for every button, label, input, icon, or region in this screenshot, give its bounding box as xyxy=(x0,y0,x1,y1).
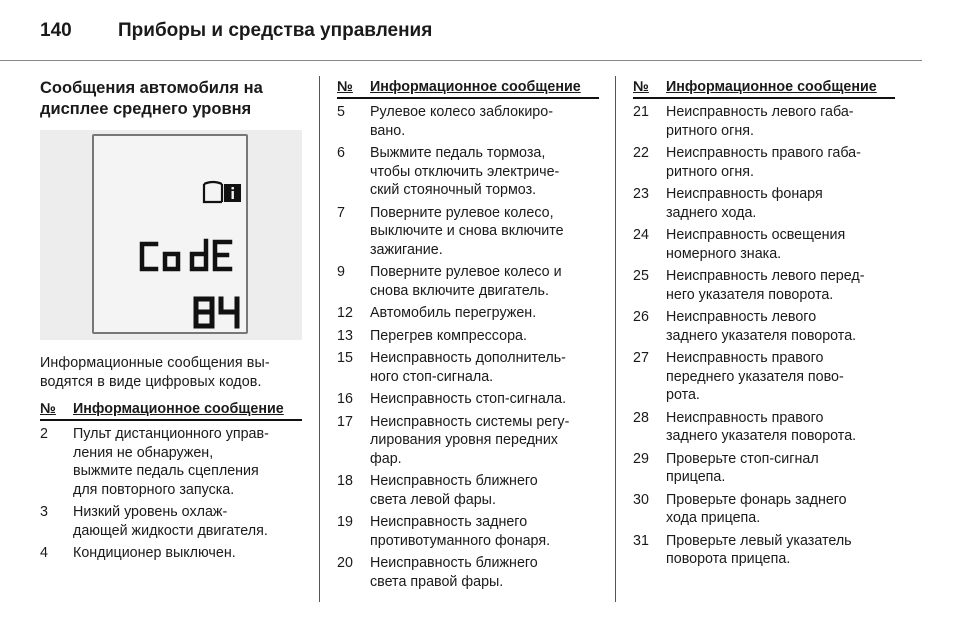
message-number: 13 xyxy=(337,327,353,344)
message-line: рота. xyxy=(666,387,700,403)
message-text xyxy=(666,491,895,528)
message-line: зажигание. xyxy=(370,241,443,258)
table-row xyxy=(633,226,895,263)
intro-text: Информационные сообщения вы- водятся в виде цифровых кодов. xyxy=(40,355,270,390)
table-row xyxy=(633,144,895,181)
message-text xyxy=(370,103,599,140)
message-text xyxy=(370,554,599,591)
message-number: 15 xyxy=(337,350,353,366)
message-number: 17 xyxy=(337,413,353,430)
message-line: лирования уровня передних xyxy=(370,432,558,448)
message-number: 22 xyxy=(633,145,649,161)
message-number: 5 xyxy=(337,104,345,120)
message-text xyxy=(666,267,895,304)
table-header xyxy=(633,78,895,99)
message-text xyxy=(666,349,895,405)
message-line: Пульт дистанционного управ- xyxy=(73,426,269,442)
message-line: заднего хода. xyxy=(666,204,757,221)
message-text xyxy=(370,472,599,509)
message-line: выжмите педаль сцепления xyxy=(73,463,259,479)
table-header-message: Информационное сообщение xyxy=(370,79,581,95)
table-header-message: Информационное сообщение xyxy=(73,401,284,417)
page-header xyxy=(40,20,920,44)
table-row xyxy=(337,349,599,386)
message-text xyxy=(370,390,599,409)
message-line: дающей жидкости двигателя. xyxy=(73,522,268,539)
table-row xyxy=(337,413,599,469)
manual-info-icon xyxy=(204,182,241,202)
message-number: 24 xyxy=(633,227,649,243)
message-text xyxy=(370,513,599,550)
message-line: выключите и снова включите xyxy=(370,223,564,239)
message-number: 28 xyxy=(633,409,649,426)
message-number: 29 xyxy=(633,450,649,467)
message-number: 20 xyxy=(337,555,353,571)
table-row xyxy=(633,532,895,569)
table-row xyxy=(633,491,895,528)
message-line: фар. xyxy=(370,450,402,467)
message-line: ного стоп-сигнала. xyxy=(370,368,494,385)
table-row xyxy=(633,308,895,345)
lcd-code-number xyxy=(196,299,237,326)
table-row xyxy=(337,513,599,550)
table-row xyxy=(633,409,895,446)
table-header-number: № xyxy=(40,401,56,417)
table-row xyxy=(633,450,895,487)
message-text xyxy=(370,349,599,386)
message-line: номерного знака. xyxy=(666,245,782,262)
message-line: Поверните рулевое колесо, xyxy=(370,204,554,221)
column-divider xyxy=(319,76,320,602)
message-line: Неисправность фонаря xyxy=(666,186,823,202)
message-text xyxy=(370,263,599,300)
message-number: 25 xyxy=(633,268,649,284)
message-line: вано. xyxy=(370,122,406,139)
table-row xyxy=(337,204,599,260)
message-line: него указателя поворота. xyxy=(666,286,834,303)
table-row xyxy=(337,554,599,591)
message-line: Неисправность стоп-сигнала. xyxy=(370,391,567,407)
message-line: ский стояночный тормоз. xyxy=(370,182,537,198)
message-number: 31 xyxy=(633,532,649,549)
message-line: Неисправность левого перед- xyxy=(666,268,865,284)
header-rule xyxy=(0,60,922,61)
message-text xyxy=(73,503,302,540)
message-number: 23 xyxy=(633,186,649,202)
message-text xyxy=(370,204,599,260)
message-line: Неисправность левого xyxy=(666,309,817,325)
display-illustration xyxy=(40,130,302,340)
column-3 xyxy=(633,76,895,569)
message-line: Поверните рулевое колесо и xyxy=(370,264,562,280)
table-row xyxy=(633,267,895,304)
table-row xyxy=(633,349,895,405)
table-row xyxy=(337,263,599,300)
message-line: Неисправность ближнего xyxy=(370,473,538,489)
table-header-number: № xyxy=(633,79,649,95)
message-text xyxy=(666,308,895,345)
message-line: хода прицепа. xyxy=(666,510,761,526)
message-line: чтобы отключить электриче- xyxy=(370,163,560,180)
message-number: 7 xyxy=(337,204,345,221)
table-header-number: № xyxy=(337,79,353,95)
lcd-display xyxy=(92,134,248,334)
page-number: 140 xyxy=(40,20,72,41)
message-line: Рулевое колесо заблокиро- xyxy=(370,104,553,120)
column-1 xyxy=(40,76,302,563)
message-line: света левой фары. xyxy=(370,491,496,508)
message-line: ления не обнаружен, xyxy=(73,444,214,461)
table-row xyxy=(337,103,599,140)
message-line: Неисправность правого габа- xyxy=(666,145,861,161)
message-number: 19 xyxy=(337,514,353,530)
message-text xyxy=(370,413,599,469)
message-text xyxy=(73,425,302,499)
table-row xyxy=(337,472,599,509)
message-list xyxy=(633,103,895,569)
message-line: поворота прицепа. xyxy=(666,551,791,567)
message-number: 2 xyxy=(40,426,48,442)
table-header xyxy=(337,78,599,99)
table-header-message: Информационное сообщение xyxy=(666,79,877,95)
message-number: 18 xyxy=(337,473,353,489)
table-header xyxy=(40,400,302,421)
message-text xyxy=(666,532,895,569)
message-text xyxy=(666,450,895,487)
message-number: 4 xyxy=(40,545,48,561)
message-line: противотуманного фонаря. xyxy=(370,532,551,549)
column-2 xyxy=(337,76,599,591)
message-line: заднего указателя поворота. xyxy=(666,327,857,344)
message-number: 12 xyxy=(337,305,353,321)
message-text xyxy=(370,144,599,200)
message-text xyxy=(666,144,895,181)
message-line: ритного огня. xyxy=(666,163,754,180)
message-number: 21 xyxy=(633,104,649,120)
message-line: света правой фары. xyxy=(370,573,504,590)
message-line: прицепа. xyxy=(666,469,726,485)
message-line: Проверьте фонарь заднего xyxy=(666,491,847,508)
message-number: 3 xyxy=(40,504,48,520)
message-number: 9 xyxy=(337,264,345,280)
message-line: Проверьте левый указатель xyxy=(666,532,852,549)
message-line: Неисправность заднего xyxy=(370,514,528,530)
message-line: Неисправность правого xyxy=(666,409,824,426)
message-line: для повторного запуска. xyxy=(73,481,235,498)
message-line: Неисправность правого xyxy=(666,350,824,366)
table-row xyxy=(337,304,599,323)
message-line: Перегрев компрессора. xyxy=(370,327,527,344)
message-line: Проверьте стоп-сигнал xyxy=(666,450,819,467)
message-line: заднего указателя поворота. xyxy=(666,428,857,444)
message-line: Неисправность системы регу- xyxy=(370,413,570,430)
message-text xyxy=(666,226,895,263)
message-text xyxy=(73,544,302,563)
message-line: ритного огня. xyxy=(666,122,754,139)
table-row xyxy=(633,185,895,222)
message-list xyxy=(337,103,599,591)
message-text xyxy=(370,327,599,346)
message-text xyxy=(370,304,599,323)
message-number: 26 xyxy=(633,309,649,325)
column-divider xyxy=(615,76,616,602)
message-line: Неисправность левого габа- xyxy=(666,104,854,120)
message-line: Кондиционер выключен. xyxy=(73,545,236,561)
message-line: Неисправность ближнего xyxy=(370,555,538,571)
table-row xyxy=(337,390,599,409)
page-title: Приборы и средства управления xyxy=(118,20,433,41)
message-text xyxy=(666,103,895,140)
lcd-code-text xyxy=(142,241,230,269)
table-row xyxy=(40,425,302,499)
message-line: Низкий уровень охлаж- xyxy=(73,504,228,520)
message-text xyxy=(666,185,895,222)
lcd-graphic xyxy=(94,136,246,332)
message-list xyxy=(40,425,302,563)
message-line: Выжмите педаль тормоза, xyxy=(370,145,546,161)
message-line: Неисправность дополнитель- xyxy=(370,350,566,366)
message-number: 30 xyxy=(633,491,649,508)
message-number: 27 xyxy=(633,350,649,366)
section-title: Сообщения автомобиля на дисплее среднего уровня xyxy=(40,79,263,118)
table-row xyxy=(40,544,302,563)
message-number: 16 xyxy=(337,391,353,407)
message-line: снова включите двигатель. xyxy=(370,282,549,299)
message-line: Неисправность освещения xyxy=(666,227,846,243)
message-number: 6 xyxy=(337,145,345,161)
table-row xyxy=(633,103,895,140)
message-text xyxy=(666,409,895,446)
table-row xyxy=(337,327,599,346)
message-line: переднего указателя пово- xyxy=(666,368,844,385)
table-row xyxy=(337,144,599,200)
table-row xyxy=(40,503,302,540)
message-line: Автомобиль перегружен. xyxy=(370,305,537,321)
